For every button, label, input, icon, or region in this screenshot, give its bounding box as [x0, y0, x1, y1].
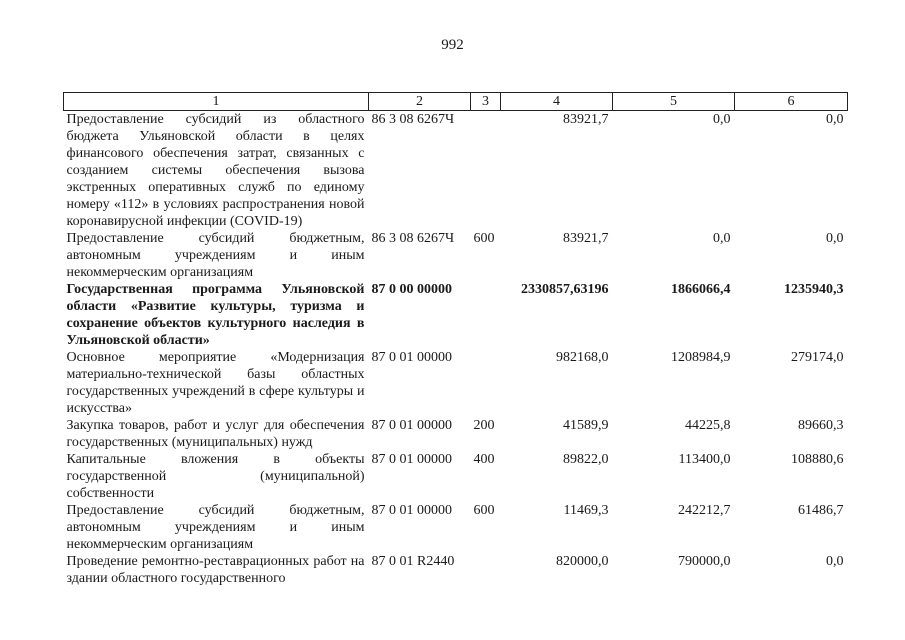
- row-code: 86 3 08 6267Ч: [371, 112, 455, 127]
- table-row: [64, 230, 848, 281]
- header-col-4: 4: [501, 93, 613, 111]
- row-name: Капитальные вложения в объекты государственной (муниципальной) собственности: [66, 452, 365, 501]
- row-amount-col6: 89660,3: [798, 418, 844, 433]
- row-expense-type: 600: [473, 503, 495, 518]
- table-row: [64, 111, 848, 231]
- row-code: 87 0 01 00000: [371, 503, 452, 518]
- row-expense-type: [471, 553, 501, 587]
- table-row: [64, 417, 848, 451]
- row-code: 87 0 00 00000: [371, 282, 452, 297]
- row-amount-col6: 0,0: [826, 554, 844, 569]
- budget-table: [63, 92, 848, 587]
- row-name: Проведение ремонтно-реставрационных работ на здании областного государственного: [66, 554, 365, 586]
- row-amount-col6: 279174,0: [791, 350, 844, 365]
- row-amount-col4: 820000,0: [556, 554, 609, 569]
- row-code: 86 3 08 6267Ч: [371, 231, 455, 246]
- header-col-6: 6: [735, 93, 848, 111]
- table-body: [64, 111, 848, 588]
- row-code: 87 0 01 00000: [371, 418, 452, 433]
- row-name: Предоставление субсидий из областного бюджета Ульяновской области в целях финансового обеспечения затрат, связанных с созданием системы обеспечения вызова экстренных оперативных служб по единому номеру «112» в условиях распространения новой коронавирусной инфекции (COVID-19): [66, 112, 365, 229]
- row-amount-col4: 89822,0: [563, 452, 609, 467]
- row-code: 87 0 01 00000: [371, 452, 452, 467]
- row-amount-col6: 1235940,3: [784, 282, 844, 297]
- row-amount-col5: 1866066,4: [671, 282, 731, 297]
- row-expense-type: 600: [473, 231, 495, 246]
- row-code: 87 0 01 R2440: [371, 554, 455, 569]
- row-amount-col5: 790000,0: [678, 554, 731, 569]
- row-name: Государственная программа Ульяновской области «Развитие культуры, туризма и сохранение объектов культурного наследия в Ульяновской области»: [66, 282, 365, 348]
- row-amount-col4: 41589,9: [563, 418, 609, 433]
- row-amount-col4: 11469,3: [563, 503, 609, 518]
- row-expense-type: [471, 281, 501, 349]
- table-row: [64, 502, 848, 553]
- row-amount-col4: 982168,0: [556, 350, 609, 365]
- header-col-5: 5: [613, 93, 735, 111]
- row-amount-col4: 83921,7: [563, 112, 609, 127]
- table-row: [64, 281, 848, 349]
- row-expense-type: [471, 111, 501, 231]
- row-amount-col5: 242212,7: [678, 503, 731, 518]
- table-row: [64, 451, 848, 502]
- table-header: [64, 93, 848, 111]
- table-row: [64, 349, 848, 417]
- row-expense-type: 400: [473, 452, 495, 467]
- header-col-1: 1: [64, 93, 369, 111]
- row-code: 87 0 01 00000: [371, 350, 452, 365]
- row-name: Закупка товаров, работ и услуг для обеспечения государственных (муниципальных) нужд: [66, 418, 365, 450]
- row-amount-col5: 0,0: [713, 112, 731, 127]
- header-col-3: 3: [471, 93, 501, 111]
- row-amount-col6: 61486,7: [798, 503, 844, 518]
- row-amount-col5: 1208984,9: [671, 350, 731, 365]
- row-amount-col6: 0,0: [826, 231, 844, 246]
- row-amount-col6: 108880,6: [791, 452, 844, 467]
- row-name: Предоставление субсидий бюджетным, автономным учреждениям и иным некоммерческим организациям: [66, 231, 365, 280]
- row-amount-col4: 2330857,63196: [521, 282, 609, 297]
- row-expense-type: [471, 349, 501, 417]
- row-amount-col6: 0,0: [826, 112, 844, 127]
- page-number: 992: [441, 37, 464, 53]
- row-expense-type: 200: [473, 418, 495, 433]
- row-amount-col5: 44225,8: [685, 418, 731, 433]
- row-amount-col5: 113400,0: [678, 452, 731, 467]
- table-row: [64, 553, 848, 587]
- header-row: [64, 93, 848, 111]
- row-name: Предоставление субсидий бюджетным, автономным учреждениям и иным некоммерческим организациям: [66, 503, 365, 552]
- row-name: Основное мероприятие «Модернизация материально-технической базы областных государственных учреждений в сфере культуры и искусства»: [66, 350, 365, 416]
- row-amount-col5: 0,0: [713, 231, 731, 246]
- header-col-2: 2: [369, 93, 471, 111]
- row-amount-col4: 83921,7: [563, 231, 609, 246]
